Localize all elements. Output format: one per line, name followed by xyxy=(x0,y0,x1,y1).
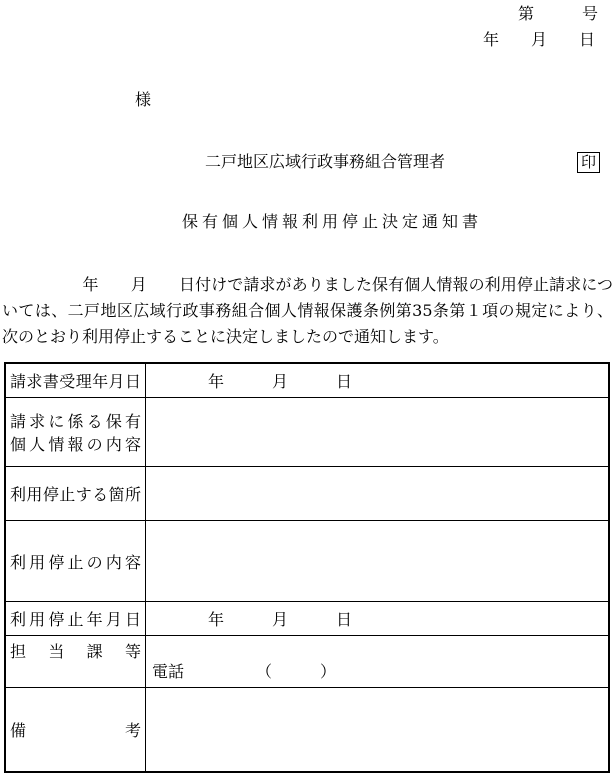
issuer-name: 二戸地区広域行政事務組合管理者 xyxy=(205,152,446,171)
document-title: 保有個人情報利用停止決定通知書 xyxy=(182,212,483,231)
issue-date-line: 年 月 日 xyxy=(482,30,595,49)
table-row xyxy=(5,636,609,688)
row-label-cell xyxy=(5,363,146,398)
doc-number-line: 第 号 xyxy=(517,4,598,23)
row-label: 利用停止の内容 xyxy=(10,552,141,572)
table-row xyxy=(5,688,609,773)
table-row xyxy=(5,602,609,636)
row-label-cell xyxy=(5,688,146,773)
row-label: 請求書受理年月日 xyxy=(10,372,141,391)
row-value-cell xyxy=(146,467,610,521)
row-label: 利用停止する箇所 xyxy=(10,485,141,504)
row-value-cell: 年 月 日 xyxy=(146,602,610,636)
row-label-cell xyxy=(5,398,146,467)
table-row xyxy=(5,467,609,521)
table-row xyxy=(5,521,609,602)
table-row xyxy=(5,363,609,398)
seal-mark: 印 xyxy=(577,152,600,173)
row-value-cell: 年 月 日 xyxy=(146,363,610,398)
row-label-cell xyxy=(5,602,146,636)
row-label-cell xyxy=(5,521,146,602)
row-value-cell xyxy=(146,521,610,602)
row-value-cell xyxy=(146,398,610,467)
row-label: 備考 xyxy=(10,721,141,740)
body-paragraph: 年 月 日付けで請求がありました保有個人情報の利用停止請求については、二戸地区広域行政事務組合個人情報保護条例第35条第１項の規定により、次のとおり利用停止することに決定しましたので通知します。 xyxy=(2,275,613,346)
row-value-cell xyxy=(146,688,610,773)
row-label: 請求に係る保有 xyxy=(10,412,141,431)
row-label: 担当課等 xyxy=(10,642,141,661)
row-label-cell xyxy=(5,467,146,521)
table-row xyxy=(5,398,609,467)
addressee-label: 様 xyxy=(135,90,152,109)
row-label: 個人情報の内容 xyxy=(10,435,141,454)
row-label: 利用停止年月日 xyxy=(10,610,141,629)
issuer-line xyxy=(0,150,615,174)
row-value-cell: 電話 （ ） xyxy=(146,636,610,688)
row-label-cell xyxy=(5,636,146,688)
notification-table xyxy=(4,362,610,773)
